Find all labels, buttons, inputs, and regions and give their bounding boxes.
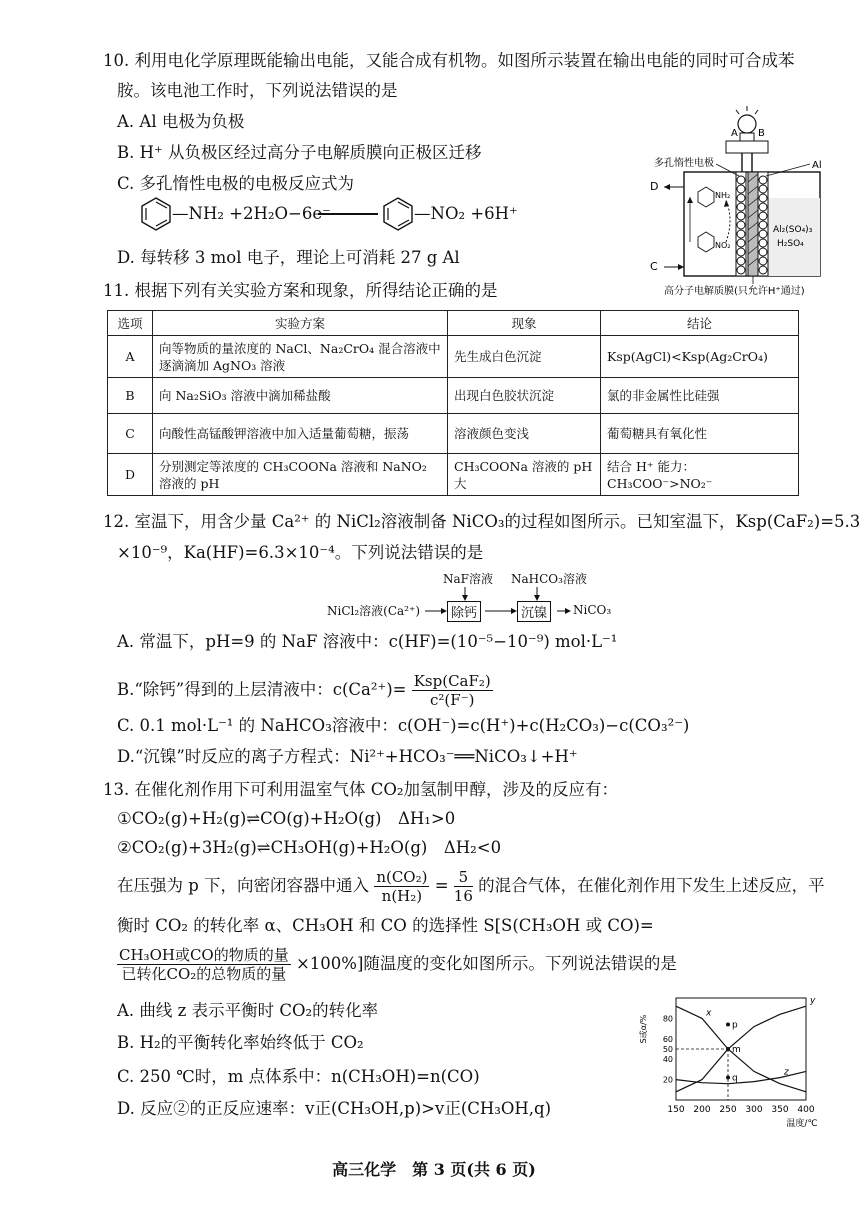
- q12-b-prefix: B.“除钙”得到的上层清液中：c(Ca²⁺)=: [117, 680, 407, 699]
- series-x-line: [676, 1006, 806, 1092]
- flow-naf: NaF溶液: [443, 572, 493, 586]
- q12-stem-line2: ×10⁻⁹，Ka(HF)=6.3×10⁻⁴。下列说法错误的是: [117, 543, 484, 562]
- y-tick-label: 80: [662, 1014, 673, 1024]
- fig-porous-label: 多孔惰性电极: [654, 158, 714, 169]
- q13-p1-prefix: 在压强为 p 下，向密闭容器中通入: [117, 876, 370, 895]
- q13-value-fraction: [454, 868, 473, 905]
- q12-b-numerator: Ksp(CaF₂): [413, 672, 491, 690]
- x-tick-label: 150: [667, 1105, 685, 1115]
- row-opt: C: [108, 414, 153, 454]
- q12-stem-line1: 12. 室温下，用含少量 Ca²⁺ 的 NiCl₂溶液制备 NiCO₃的过程如图所示。已知室温下，Ksp(CaF₂)=5.3: [103, 512, 861, 531]
- row-opt: D: [108, 454, 153, 496]
- x-tick-label: 400: [797, 1105, 815, 1115]
- row-opt: A: [108, 336, 153, 378]
- lightbulb-icon: [738, 115, 756, 133]
- header-phenomenon: 现象: [448, 311, 601, 336]
- fig-sol2: H₂SO₄: [777, 239, 804, 249]
- y-tick-label: 20: [662, 1075, 673, 1085]
- q13-option-a: A. 曲线 z 表示平衡时 CO₂的转化率: [117, 1001, 379, 1020]
- fig-c-label: C: [650, 260, 658, 273]
- point-p-label: p: [732, 1020, 738, 1031]
- q13-option-b: B. H₂的平衡转化率始终低于 CO₂: [117, 1033, 364, 1052]
- q12-option-b: [117, 672, 493, 709]
- table-row: [108, 414, 799, 454]
- q13-equals: =: [434, 876, 449, 895]
- q12-option-d: D.“沉镍”时反应的离子方程式：Ni²⁺+HCO₃⁻══NiCO₃↓+H⁺: [117, 747, 578, 766]
- benzene-ring-left: [140, 196, 172, 232]
- x-tick-label: 200: [693, 1105, 711, 1115]
- q13-chart: [632, 990, 832, 1130]
- q11-stem: 11. 根据下列有关实验方案和现象，所得结论正确的是: [103, 281, 498, 300]
- table-header-row: [108, 311, 799, 336]
- flow-nahco3: NaHCO₃溶液: [511, 572, 587, 586]
- y-tick-label: 40: [662, 1055, 673, 1065]
- q13-option-d: D. 反应②的正反应速率：v正(CH₃OH,p)>v正(CH₃OH,q): [117, 1099, 552, 1118]
- row-phen: CH₃COONa 溶液的 pH 大: [448, 454, 601, 496]
- fig-sol1: Al₂(SO₄)₃: [773, 225, 813, 235]
- header-plan: 实验方案: [153, 311, 448, 336]
- q13-reaction-1: ①CO₂(g)+H₂(g)⇌CO(g)+H₂O(g) ΔH₁>0: [117, 809, 456, 828]
- q10-option-d: D. 每转移 3 mol 电子，理论上可消耗 27 g Al: [117, 248, 460, 267]
- q13-option-c: C. 250 ℃时，m 点体系中：n(CH₃OH)=n(CO): [117, 1067, 480, 1086]
- table-row: [108, 454, 799, 496]
- q13-para-line3: [117, 946, 677, 983]
- flow-box-precipitate-nickel: 沉镍: [517, 601, 551, 622]
- row-opt: B: [108, 378, 153, 414]
- q13-para-line1: [117, 868, 825, 905]
- point-p: [726, 1023, 730, 1027]
- x-tick-label: 250: [719, 1105, 737, 1115]
- row-plan: 向 Na₂SiO₃ 溶液中滴加稀盐酸: [153, 378, 448, 414]
- x-tick-label: 300: [745, 1105, 763, 1115]
- q11-table: [107, 310, 799, 496]
- y-tick-label: 60: [662, 1034, 673, 1044]
- benzene-ring-right: [382, 196, 414, 232]
- q13-para-line2: 衡时 CO₂ 的转化率 α、CH₃OH 和 CO 的选择性 S[S(CH₃OH 或 CO)=: [117, 916, 654, 935]
- q13-stem: 13. 在催化剂作用下可利用温室气体 CO₂加氢制甲醇，涉及的反应有：: [103, 780, 618, 799]
- series-x-label: x: [706, 1008, 712, 1019]
- fig-al-label: Al: [812, 160, 822, 171]
- fig-membrane-label: 高分子电解质膜(只允许H⁺通过): [664, 286, 805, 297]
- q10-cell-diagram: [640, 102, 840, 298]
- fig-d-label: D: [650, 180, 659, 193]
- q12-b-fraction: [412, 672, 493, 709]
- header-conclusion: 结论: [601, 311, 799, 336]
- flow-start: NiCl₂溶液(Ca²⁺): [327, 604, 421, 618]
- row-concl: Ksp(AgCl)<Ksp(Ag₂CrO₄): [601, 336, 799, 378]
- row-concl: 氯的非金属性比硅强: [601, 378, 799, 414]
- row-phen: 先生成白色沉淀: [448, 336, 601, 378]
- q13-value-den: 16: [453, 887, 473, 905]
- fig-no2: NO₂: [715, 241, 731, 250]
- y-axis-label: S或α/%: [639, 1014, 648, 1044]
- q13-p3-suffix: ×100%]随温度的变化如图所示。下列说法错误的是: [295, 954, 677, 973]
- row-phen: 溶液颜色变浅: [448, 414, 601, 454]
- q13-p1-suffix: 的混合气体，在催化剂作用下发生上述反应，平: [478, 876, 825, 895]
- y-tick-label: 50: [662, 1045, 673, 1054]
- q10-option-b: B. H⁺ 从负极区经过高分子电解质膜向正极区迁移: [117, 143, 482, 162]
- q12-b-denominator: c²(F⁻): [430, 691, 475, 709]
- row-plan: 向等物质的量浓度的 NaCl、Na₂CrO₄ 混合溶液中逐滴滴加 AgNO₃ 溶液: [153, 336, 448, 378]
- q10-eq-left: —NH₂ +2H₂O−6e⁻: [172, 204, 331, 223]
- q13-reaction-2: ②CO₂(g)+3H₂(g)⇌CH₃OH(g)+H₂O(g) ΔH₂<0: [117, 838, 502, 857]
- fig-label-b: B: [758, 128, 765, 139]
- row-phen: 出现白色胶状沉淀: [448, 378, 601, 414]
- q10-option-a: A. Al 电极为负极: [117, 112, 245, 131]
- row-plan: 向酸性高锰酸钾溶液中加入适量葡萄糖，振荡: [153, 414, 448, 454]
- q13-ratio-den: n(H₂): [381, 887, 423, 905]
- q10-stem-line1: 10. 利用电化学原理既能输出电能，又能合成有机物。如图所示装置在输出电能的同时可合成苯: [103, 51, 795, 70]
- series-y-line: [676, 1006, 806, 1092]
- header-option: 选项: [108, 311, 153, 336]
- table-row: [108, 336, 799, 378]
- q13-ratio-fraction: [374, 868, 429, 905]
- x-tick-label: 350: [771, 1105, 789, 1115]
- x-axis-label: 温度/℃: [786, 1119, 818, 1129]
- q13-sel-num: CH₃OH或CO的物质的量: [119, 946, 289, 964]
- q13-sel-den: 已转化CO₂的总物质的量: [121, 965, 287, 983]
- q12-option-a: A. 常温下，pH=9 的 NaF 溶液中：c(HF)=(10⁻⁵−10⁻⁹) mol·L⁻¹: [117, 632, 618, 651]
- q10-option-c: C. 多孔惰性电极的电极反应式为: [117, 174, 355, 193]
- point-q-label: q: [732, 1073, 738, 1084]
- point-q: [726, 1076, 730, 1080]
- q10-eq-right: —NO₂ +6H⁺: [414, 204, 518, 223]
- row-plan: 分别测定等浓度的 CH₃COONa 溶液和 NaNO₂ 溶液的 pH: [153, 454, 448, 496]
- point-m-label: m: [732, 1045, 741, 1055]
- fig-label-a: A: [731, 128, 738, 139]
- flow-end: NiCO₃: [573, 603, 612, 617]
- row-concl: 结合 H⁺ 能力：CH₃COO⁻>NO₂⁻: [601, 454, 799, 496]
- point-m: [726, 1047, 730, 1051]
- series-z-label: z: [784, 1067, 789, 1078]
- table-row: [108, 378, 799, 414]
- page-footer: 高三化学 第 3 页(共 6 页): [332, 1160, 536, 1179]
- q13-selectivity-fraction: [117, 946, 291, 983]
- q10-stem-line2: 胺。该电池工作时，下列说法错误的是: [117, 81, 398, 100]
- q13-value-num: 5: [454, 868, 473, 887]
- q12-option-c: C. 0.1 mol·L⁻¹ 的 NaHCO₃溶液中：c(OH⁻)=c(H⁺)+c(H₂CO₃)−c(CO₃²⁻): [117, 716, 690, 735]
- series-y-label: y: [810, 996, 816, 1007]
- flow-box-remove-calcium: 除钙: [447, 601, 481, 622]
- row-concl: 葡萄糖具有氧化性: [601, 414, 799, 454]
- q13-ratio-num: n(CO₂): [376, 868, 428, 886]
- fig-nh2: NH₂: [715, 191, 731, 200]
- chart-frame: [676, 998, 806, 1100]
- equation-arrow: [318, 208, 380, 220]
